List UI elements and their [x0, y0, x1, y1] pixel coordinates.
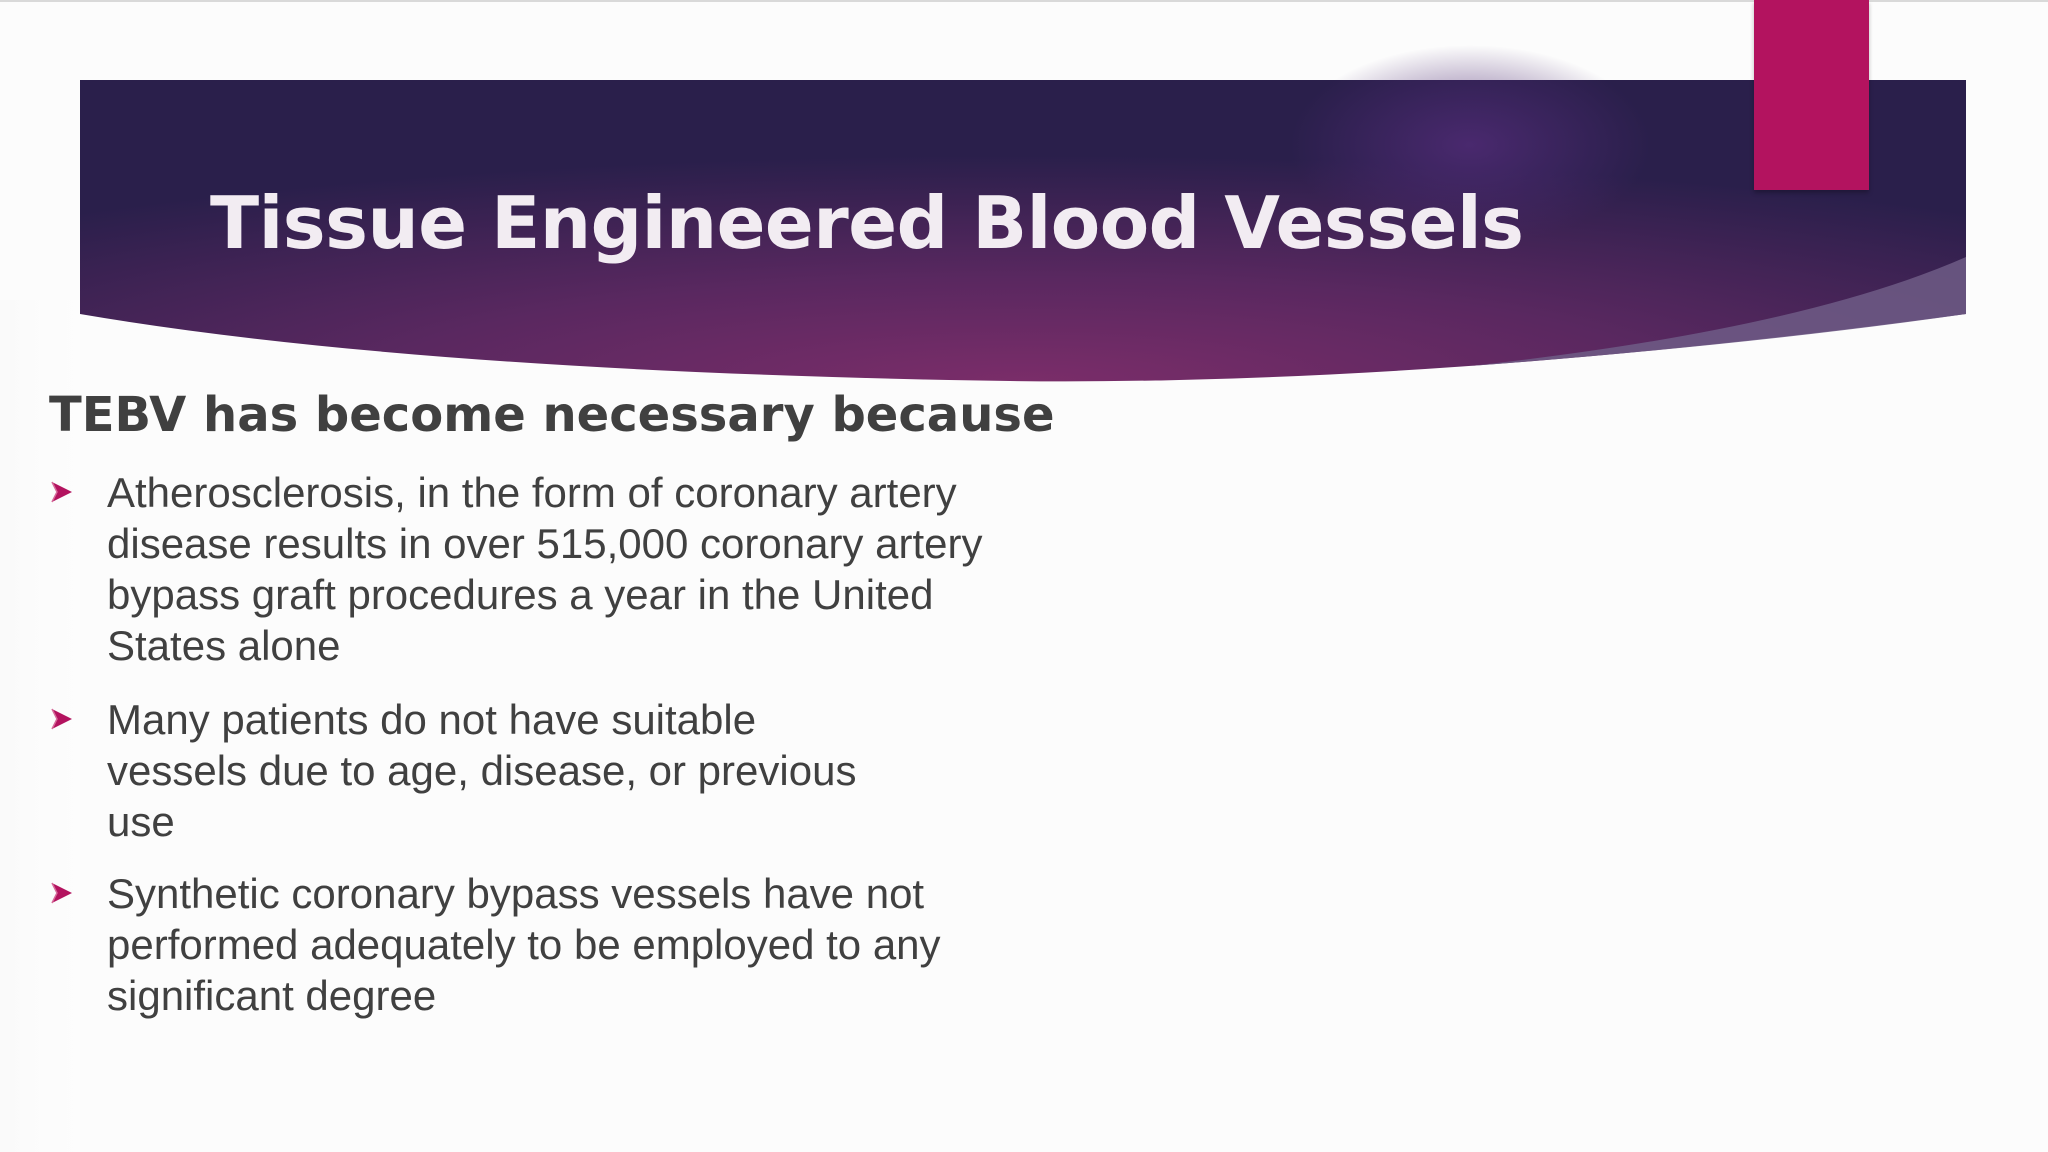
slide-subheading: TEBV has become necessary because: [49, 387, 1055, 443]
bullet-line: Atherosclerosis, in the form of coronary artery: [107, 469, 957, 516]
bullet-text: [107, 467, 1147, 671]
arrowhead-bullet-icon: [50, 479, 74, 505]
bullet-line: disease results in over 515,000 coronary artery: [107, 520, 983, 567]
bullet-line: significant degree: [107, 972, 437, 1019]
bullet-line: performed adequately to be employed to any: [107, 921, 941, 968]
bullet-line: Many patients do not have suitable: [107, 696, 757, 743]
slide-title: Tissue Engineered Blood Vessels: [210, 181, 1524, 265]
arrowhead-bullet-icon: [50, 706, 74, 732]
bullet-text: [107, 694, 1147, 847]
bullet-line: bypass graft procedures a year in the United: [107, 571, 934, 618]
bullet-line: States alone: [107, 622, 341, 669]
bullet-line: Synthetic coronary bypass vessels have not: [107, 870, 925, 917]
bullet-line: vessels due to age, disease, or previous: [107, 747, 857, 794]
bullet-line: use: [107, 798, 175, 845]
bullet-text: [107, 868, 1147, 1021]
accent-tab: [1754, 0, 1869, 190]
arrowhead-bullet-icon: [50, 880, 74, 906]
